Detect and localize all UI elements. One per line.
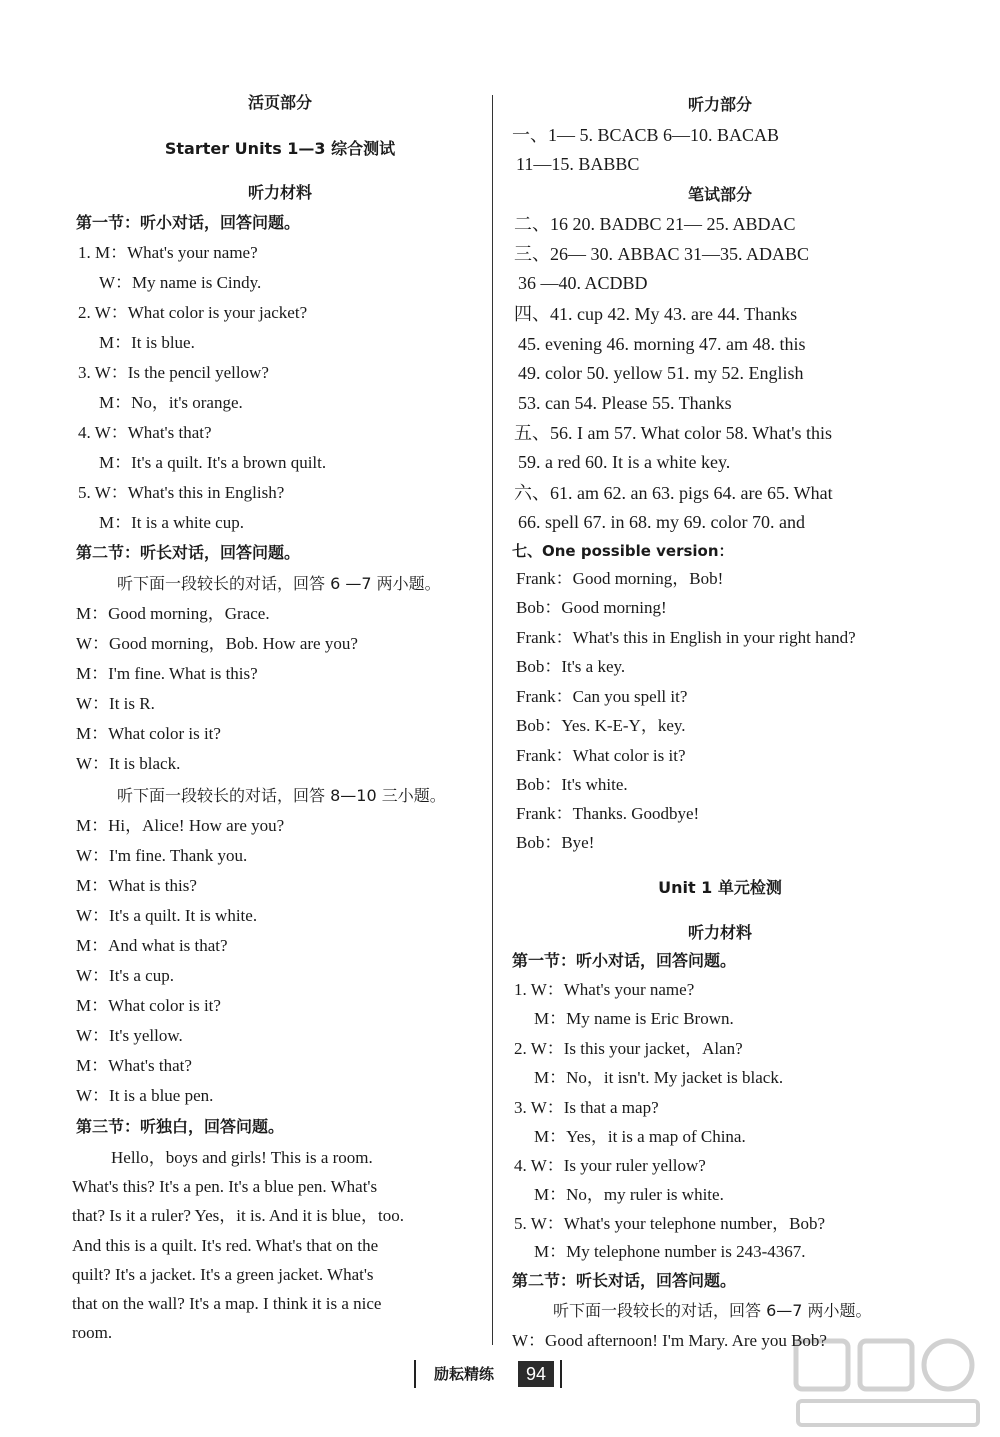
monologue-line: that on the wall? It's a map. I think it is a nice <box>72 1294 382 1313</box>
footer-bar-right <box>560 1360 562 1388</box>
monologue-line: quilt? It's a jacket. It's a green jacket. What's <box>72 1265 374 1284</box>
version-line: Bob：Yes. K-E-Y，key. <box>516 716 686 735</box>
dialog1-line: W：It is black. <box>76 754 181 773</box>
version-title: 七、One possible version： <box>512 542 734 560</box>
left-part1-line: M：It is blue. <box>99 333 195 352</box>
column-divider <box>492 95 493 1345</box>
version-line: Frank：What's this in English in your right hand? <box>516 628 856 647</box>
written-answer: 二、16 20. BADBC 21— 25. ABDAC <box>514 214 796 234</box>
dialog2-line: W：It's a cup. <box>76 966 174 985</box>
monologue-line: Hello，boys and girls! This is a room. <box>111 1148 373 1167</box>
left-part1-line: 5. W：What's this in English? <box>78 483 285 502</box>
dialog2-line: M：What is this? <box>76 876 197 895</box>
version-line: Bob：It's a key. <box>516 657 626 676</box>
listening-title-left: 听力材料 <box>247 183 312 202</box>
left-part1-line: M：No，it's orange. <box>99 393 243 412</box>
part1-title-left: 第一节：听小对话，回答问题。 <box>76 213 301 232</box>
part2-intro-right: 听下面一段较长的对话，回答 6—7 两小题。 <box>553 1301 872 1320</box>
version-line: Frank：What color is it? <box>516 746 686 765</box>
dialog2-line: M：And what is that? <box>76 936 228 955</box>
dialog1-line: M：What color is it? <box>76 724 221 743</box>
monologue-line: that? Is it a ruler? Yes，it is. And it is blue，too. <box>72 1206 404 1225</box>
written-answer: 66. spell 67. in 68. my 69. color 70. and <box>518 512 805 532</box>
written-answer: 59. a red 60. It is a white key. <box>518 452 731 472</box>
test-title: Starter Units 1—3 综合测试 <box>164 139 396 158</box>
part1-title-right: 第一节：听小对话，回答问题。 <box>512 951 737 970</box>
right-part1-line: M：No，it isn't. My jacket is black. <box>534 1068 784 1087</box>
written-answer: 45. evening 46. morning 47. am 48. this <box>518 334 806 354</box>
dialog1-line: W：It is R. <box>76 694 155 713</box>
left-part1-line: 2. W：What color is your jacket? <box>78 303 308 322</box>
part2-first-line: W：Good afternoon! I'm Mary. Are you Bob? <box>512 1331 827 1350</box>
part2-title-right: 第二节：听长对话，回答问题。 <box>512 1271 737 1290</box>
dialog2-line: M：What color is it? <box>76 996 221 1015</box>
right-part1-line: 5. W：What's your telephone number，Bob? <box>514 1214 826 1233</box>
dialog1-line: M：I'm fine. What is this? <box>76 664 258 683</box>
dialog2-line: M：Hi，Alice! How are you? <box>76 816 285 835</box>
dialog2-line: W：It is a blue pen. <box>76 1086 214 1105</box>
listening-title-right: 听力材料 <box>687 923 752 942</box>
version-line: Frank：Can you spell it? <box>516 687 688 706</box>
listening-part-title: 听力部分 <box>687 95 752 114</box>
monologue-line: room. <box>72 1323 113 1342</box>
part3-title-left: 第三节：听独白，回答问题。 <box>76 1117 285 1136</box>
written-answer: 36 —40. ACDBD <box>518 273 648 293</box>
listening-answer: 11—15. BABBC <box>516 154 640 174</box>
written-answer: 三、26— 30. ABBAC 31—35. ADABC <box>514 244 810 264</box>
part2-title-left: 第二节：听长对话，回答问题。 <box>76 543 301 562</box>
left-part1-line: 4. W：What's that? <box>78 423 212 442</box>
right-part1-line: 2. W：Is this your jacket，Alan? <box>514 1039 743 1058</box>
dialog2-line: W：It's a quilt. It is white. <box>76 906 258 925</box>
written-part-title: 笔试部分 <box>687 185 752 204</box>
dialog2-line: W：It's yellow. <box>76 1026 183 1045</box>
right-part1-line: 3. W：Is that a map? <box>514 1098 659 1117</box>
version-line: Frank：Thanks. Goodbye! <box>516 804 700 823</box>
right-part1-line: 1. W：What's your name? <box>514 980 695 999</box>
right-part1-line: M：No，my ruler is white. <box>534 1185 724 1204</box>
written-answer: 六、61. am 62. an 63. pigs 64. are 65. What <box>514 483 833 503</box>
watermark-logo <box>788 1335 988 1435</box>
written-answer: 四、41. cup 42. My 43. are 44. Thanks <box>514 304 798 324</box>
version-line: Bob：Bye! <box>516 833 595 852</box>
listening-answer: 一、1— 5. BCACB 6—10. BACAB <box>512 125 780 145</box>
left-part1-line: 3. W：Is the pencil yellow? <box>78 363 269 382</box>
page-number: 94 <box>518 1361 554 1387</box>
left-part1-line: M：It is a white cup. <box>99 513 244 532</box>
right-part1-line: M：My telephone number is 243-4367. <box>534 1242 806 1261</box>
monologue-line: And this is a quilt. It's red. What's that on the <box>72 1236 379 1255</box>
right-part1-line: M：Yes，it is a map of China. <box>534 1127 746 1146</box>
left-part1-line: M：It's a quilt. It's a brown quilt. <box>99 453 327 472</box>
version-line: Frank：Good morning，Bob! <box>516 569 724 588</box>
unit-title: Unit 1 单元检测 <box>658 878 782 897</box>
footer-bar-left <box>414 1360 416 1388</box>
dialog2-line: M：What's that? <box>76 1056 192 1075</box>
dialog2-line: W：I'm fine. Thank you. <box>76 846 248 865</box>
written-answer: 53. can 54. Please 55. Thanks <box>518 393 732 413</box>
monologue-line: What's this? It's a pen. It's a blue pen. What's <box>72 1177 378 1196</box>
dialog1-line: W：Good morning，Bob. How are you? <box>76 634 358 653</box>
part2-intro-2: 听下面一段较长的对话，回答 8—10 三小题。 <box>117 786 446 805</box>
section-title: 活页部分 <box>247 93 312 112</box>
version-line: Bob：It's white. <box>516 775 628 794</box>
right-part1-line: M：My name is Eric Brown. <box>534 1009 734 1028</box>
part2-intro-1: 听下面一段较长的对话，回答 6 —7 两小题。 <box>117 574 441 593</box>
footer-brand: 励耘精练 <box>434 1365 495 1383</box>
dialog1-line: M：Good morning，Grace. <box>76 604 270 623</box>
left-part1-line: W：My name is Cindy. <box>99 273 262 292</box>
version-line: Bob：Good morning! <box>516 598 667 617</box>
written-answer: 49. color 50. yellow 51. my 52. English <box>518 363 804 383</box>
right-part1-line: 4. W：Is your ruler yellow? <box>514 1156 706 1175</box>
left-part1-line: 1. M：What's your name? <box>78 243 258 262</box>
written-answer: 五、56. I am 57. What color 58. What's this <box>514 423 833 443</box>
